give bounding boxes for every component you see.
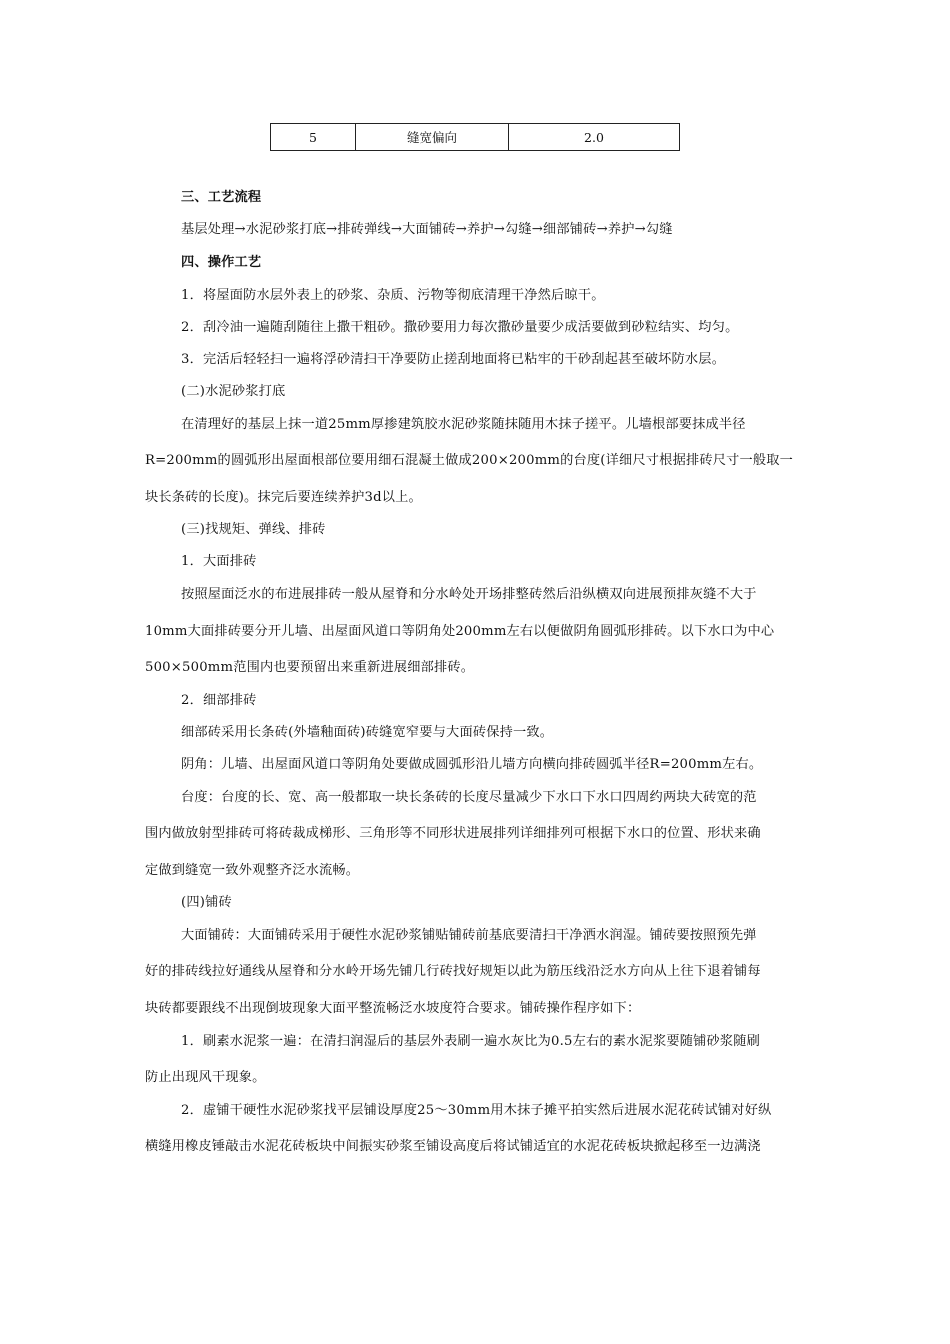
table-cell-index: 5 (271, 124, 356, 151)
paragraph-line: 10mm大面排砖要分开儿墙、出屋面风道口等阴角处200mm左右以便做阴角圆弧形排砖。以下水口为中心 (145, 624, 775, 639)
paragraph-line: 好的排砖线拉好通线从屋脊和分水岭开场先铺几行砖找好规矩以此为筋压线沿泛水方向从上往下退着铺每 (145, 964, 761, 979)
paragraph-line: 阴角：儿墙、出屋面风道口等阴角处要做成圆弧形沿儿墙方向横向排砖圆弧半径R=200mm左右。 (181, 757, 763, 772)
paragraph-line: 2．刮冷油一遍随刮随往上撒干粗砂。撒砂要用力每次撒砂量要少成活要做到砂粒结实、均匀。 (181, 320, 739, 335)
paragraph-line: 台度：台度的长、宽、高一般都取一块长条砖的长度尽量减少下水口下水口四周约两块大砖宽的范 (181, 790, 757, 805)
section-heading: 三、工艺流程 (181, 190, 262, 205)
table-cell-item: 缝宽偏向 (356, 124, 509, 151)
tolerance-table (270, 123, 680, 151)
paragraph-line: 大面铺砖：大面铺砖采用于硬性水泥砂浆铺贴铺砖前基底要清扫干净洒水润湿。铺砖要按照预先弹 (181, 928, 757, 943)
paragraph-line: 定做到缝宽一致外观整齐泛水流畅。 (145, 863, 360, 878)
paragraph-line: 横缝用橡皮锤敲击水泥花砖板块中间振实砂浆至铺设高度后将试铺适宜的水泥花砖板块掀起移至一边满浇 (145, 1139, 761, 1154)
paragraph-line: 按照屋面泛水的布进展排砖一般从屋脊和分水岭处开场排整砖然后沿纵横双向进展预排灰缝不大于 (181, 587, 757, 602)
paragraph-line: 块砖都要跟线不出现倒坡现象大面平整流畅泛水坡度符合要求。铺砖操作程序如下： (145, 1001, 641, 1016)
paragraph-line: 2．虚铺干硬性水泥砂浆找平层铺设厚度25～30mm用木抹子摊平拍实然后进展水泥花砖试铺对好纵 (181, 1103, 772, 1118)
table-cell-value: 2.0 (509, 124, 680, 151)
paragraph-line: 块长条砖的长度)。抹完后要连续养护3d以上。 (145, 490, 422, 505)
subsection-heading: (四)铺砖 (181, 895, 232, 910)
paragraph-line: R=200mm的圆弧形出屋面根部位要用细石混凝土做成200×200mm的台度(详细尺寸根据排砖尺寸一般取一 (145, 453, 794, 468)
subsection-heading: 1．大面排砖 (181, 554, 257, 569)
paragraph-line: 1．刷素水泥浆一遍：在清扫润湿后的基层外表刷一遍水灰比为0.5左右的素水泥浆要随铺砂浆随刷 (181, 1034, 761, 1049)
paragraph-line: 围内做放射型排砖可将砖裁成梯形、三角形等不同形状进展排列详细排列可根据下水口的位置、形状来确 (145, 826, 761, 841)
paragraph-line: 3．完活后轻轻扫一遍将浮砂清扫干净要防止搓刮地面将已粘牢的干砂刮起甚至破坏防水层。 (181, 352, 726, 367)
subsection-heading: (三)找规矩、弹线、排砖 (181, 522, 326, 537)
section-heading: 四、操作工艺 (181, 255, 262, 270)
subsection-heading: (二)水泥砂浆打底 (181, 384, 286, 399)
table-row (271, 124, 680, 151)
paragraph-line: 在清理好的基层上抹一道25mm厚掺建筑胶水泥砂浆随抹随用木抹子搓平。儿墙根部要抹成半径 (181, 417, 746, 432)
paragraph-line: 基层处理→水泥砂浆打底→排砖弹线→大面铺砖→养护→勾缝→细部铺砖→养护→勾缝 (181, 222, 673, 237)
paragraph-line: 1．将屋面防水层外表上的砂浆、杂质、污物等彻底清理干净然后晾干。 (181, 288, 605, 303)
subsection-heading: 2．细部排砖 (181, 693, 257, 708)
paragraph-line: 500×500mm范围内也要预留出来重新进展细部排砖。 (145, 660, 475, 675)
paragraph-line: 细部砖采用长条砖(外墙釉面砖)砖缝宽窄要与大面砖保持一致。 (181, 725, 554, 740)
paragraph-line: 防止出现风干现象。 (145, 1070, 266, 1085)
